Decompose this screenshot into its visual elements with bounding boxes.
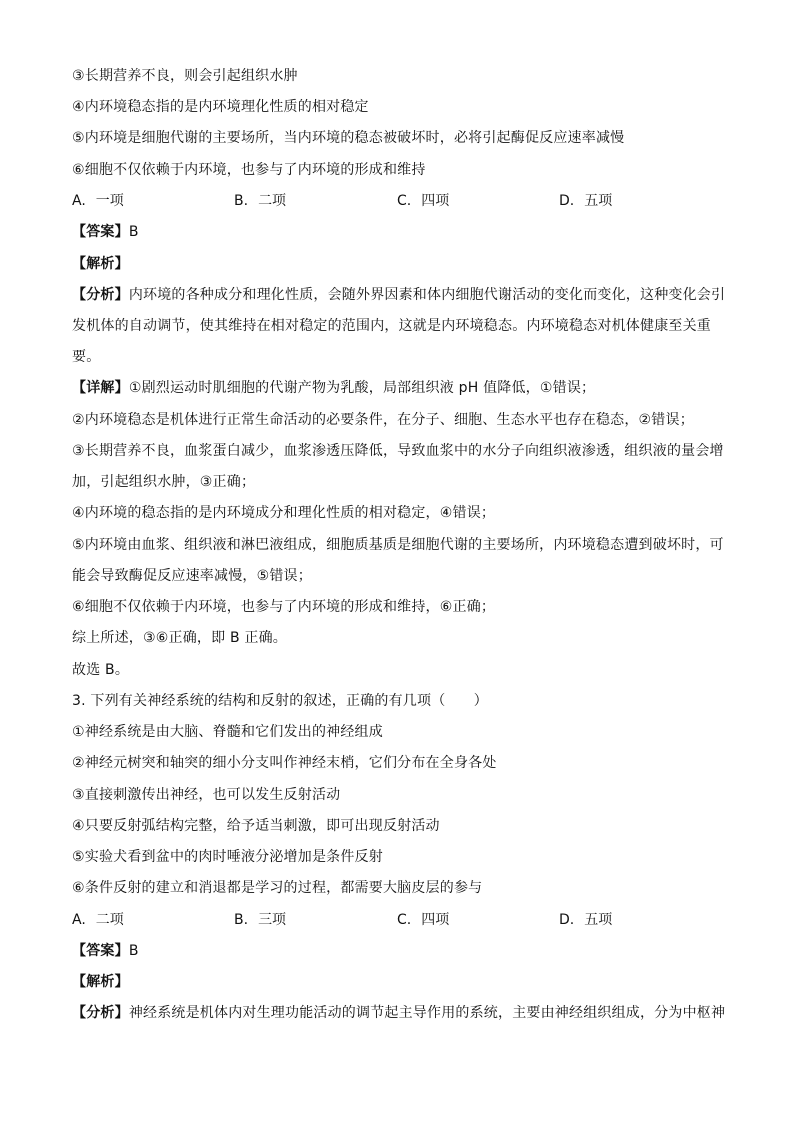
q2-xiangjie-line-8: ⑥细胞不仅依赖于内环境，也参与了内环境的形成和维持，⑥正确；: [72, 599, 496, 615]
q3-item-3: ③直接刺激传出神经，也可以发生反射活动: [72, 787, 341, 803]
q3-option-b: B. 三项: [234, 912, 287, 928]
q3-item-4: ④只要反射弧结构完整，给予适当刺激，即可出现反射活动: [72, 818, 440, 834]
q3-answer: [72, 941, 734, 961]
q3-stem: 3. 下列有关神经系统的结构和反射的叙述，正确的有几项（ ）: [72, 693, 489, 709]
q2-option-a: A. 一项: [72, 193, 124, 209]
q2-answer: [72, 222, 734, 242]
q3-option-a: A. 二项: [72, 912, 124, 928]
q2-option-d: D. 五项: [559, 193, 613, 209]
q3-options: [72, 910, 752, 930]
answer-tag: 【答案】: [72, 943, 129, 959]
answer-value: B: [128, 224, 139, 240]
q3-item-1: ①神经系统是由大脑、脊髓和它们发出的神经组成: [72, 724, 383, 740]
q2-option-c: C. 四项: [397, 193, 450, 209]
q2-xiangjie-line-5: ④内环境的稳态指的是内环境成分和理化性质的相对稳定，④错误；: [72, 505, 496, 521]
statement-4: ④内环境稳态指的是内环境理化性质的相对稳定: [72, 99, 369, 115]
q2-xiangjie-line-4: 加，引起组织水肿，③正确；: [72, 474, 256, 490]
q3-item-6: ⑥条件反射的建立和消退都是学习的过程，都需要大脑皮层的参与: [72, 880, 483, 896]
q2-xiangjie-line-1: 【详解】①剧烈运动时肌细胞的代谢产物为乳酸，局部组织液 pH 值降低，①错误；: [72, 380, 596, 396]
answer-value: B: [128, 943, 139, 959]
xiangjie-tag: 【详解】: [72, 380, 129, 396]
fenxi-tag: 【分析】: [72, 287, 129, 303]
q2-fenxi-line-3: 要。: [72, 349, 101, 365]
q3-analysis-heading: 【解析】: [72, 974, 129, 990]
q2-options: [72, 191, 752, 211]
q3-option-c: C. 四项: [397, 912, 450, 928]
q2-xiangjie-line-6: ⑤内环境由血浆、组织液和淋巴液组成，细胞质基质是细胞代谢的主要场所，内环境稳态遭到破坏时，可: [72, 537, 724, 553]
q2-xiangjie-line-3: ③长期营养不良，血浆蛋白减少，血浆渗透压降低，导致血浆中的水分子向组织液渗透，组织液的量会增: [72, 443, 724, 459]
q3-option-d: D. 五项: [559, 912, 613, 928]
q2-xiangjie-line-2: ②内环境稳态是机体进行正常生命活动的必要条件，在分子、细胞、生态水平也存在稳态，②错误；: [72, 412, 694, 428]
q3-item-2: ②神经元树突和轴突的细小分支叫作神经末梢，它们分布在全身各处: [72, 755, 497, 771]
answer-tag: 【答案】: [72, 224, 129, 240]
q2-fenxi-line-2: 发机体的自动调节，使其维持在相对稳定的范围内，这就是内环境稳态。内环境稳态对机体健康至关重: [72, 318, 711, 334]
q2-fenxi-line-1: 【分析】内环境的各种成分和理化性质，会随外界因素和体内细胞代谢活动的变化而变化，这种变化会引: [72, 287, 726, 303]
statement-3: ③长期营养不良，则会引起组织水肿: [72, 68, 298, 84]
q2-option-b: B. 二项: [234, 193, 287, 209]
q2-conclusion: 故选 B。: [72, 662, 130, 678]
statement-6: ⑥细胞不仅依赖于内环境，也参与了内环境的形成和维持: [72, 162, 426, 178]
q3-item-5: ⑤实验犬看到盆中的肉时唾液分泌增加是条件反射: [72, 849, 383, 865]
q3-fenxi-line-1: 【分析】神经系统是机体内对生理功能活动的调节起主导作用的系统，主要由神经组织组成，分为中枢神: [72, 1005, 726, 1021]
statement-5: ⑤内环境是细胞代谢的主要场所，当内环境的稳态被破坏时，必将引起酶促反应速率减慢: [72, 130, 625, 146]
fenxi-tag: 【分析】: [72, 1005, 129, 1021]
q2-xiangjie-line-7: 能会导致酶促反应速率减慢，⑤错误；: [72, 568, 312, 584]
q2-summary: 综上所述，③⑥正确，即 B 正确。: [72, 630, 288, 646]
q2-analysis-heading: 【解析】: [72, 256, 129, 272]
